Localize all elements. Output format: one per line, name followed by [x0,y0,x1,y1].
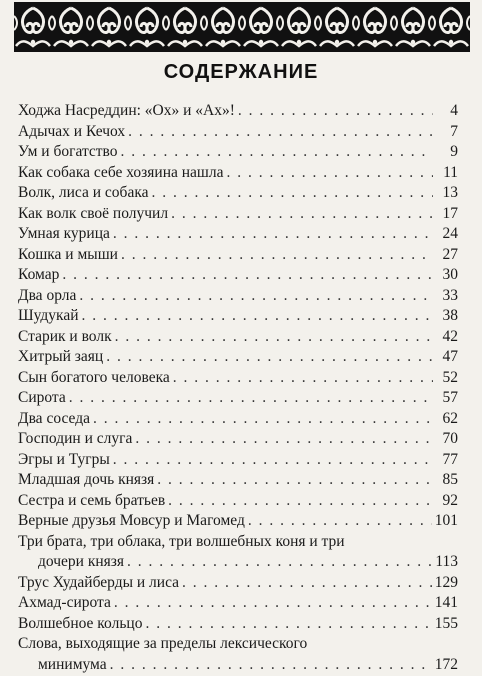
toc-entry-title: Слова, выходящие за пределы лексического [18,635,308,652]
toc-entry [18,510,458,532]
header-ornament [14,2,470,52]
toc-entry [18,449,458,471]
toc-leader-dots [121,141,433,163]
toc-entry-page: 141 [434,594,458,611]
toc-entry-continuation [38,551,458,573]
toc-entry-page: 4 [450,102,458,119]
toc-entry-title: Два орла [18,286,77,304]
toc-leader-dots [168,490,433,512]
toc-entry-title: Два соседа [18,409,90,427]
toc-entry [18,244,458,266]
toc-leader-dots [82,305,433,327]
toc-entry-page: 7 [450,122,458,140]
toc-entry-page: 27 [442,245,458,263]
toc-leader-dots [121,244,433,266]
toc-entry-page: 47 [442,348,458,365]
toc-entry-page: 11 [443,163,458,181]
toc-entry-title: Эгры и Тугры [18,450,110,468]
toc-entry-title: дочери князя [38,553,125,570]
toc-entry [18,326,458,348]
toc-leader-dots [110,654,432,676]
toc-entry-title: Умная курица [18,225,110,242]
toc-entry-title: Сестра и семь братьев [18,491,166,509]
toc-entry [18,162,458,184]
toc-entry [18,121,458,143]
toc-entry-title: Три брата, три облака, три волшебных коня и три [18,532,345,550]
toc-leader-dots [127,551,432,573]
toc-entry [18,182,458,204]
toc-leader-dots [115,326,433,348]
toc-entry [18,572,458,594]
toc-entry-page: 92 [442,491,458,509]
toc-leader-dots [62,264,433,286]
toc-leader-dots [157,469,433,491]
toc-entry [18,387,458,409]
toc-entry [18,100,458,122]
toc-entry [18,408,458,430]
toc-entry-page: 17 [442,204,458,222]
toc-entry-title: Волшебное кольцо [18,614,143,632]
toc-entry-title: Волк, лиса и собака [18,184,149,201]
toc-entry [18,367,458,389]
toc-entry-title: Комар [18,266,60,283]
toc-entry-page: 13 [442,184,458,201]
toc-entry-title: Сын богатого человека [18,368,170,386]
toc-leader-dots [152,182,434,204]
toc-entry [18,203,458,225]
toc-entry-page: 9 [450,143,458,160]
toc-leader-dots [238,100,433,122]
toc-entry-title: Ум и богатство [18,143,118,160]
toc-leader-dots [114,592,432,614]
toc-entry-title: Шудукай [18,307,79,324]
toc-entry-page: 101 [434,512,458,529]
toc-leader-dots [113,449,433,471]
toc-entry-title: Трус Худайберды и лиса [18,573,180,591]
toc-entry [18,305,458,327]
toc-entry-title: Младшая дочь князя [18,471,155,488]
toc-entry-page: 62 [442,409,458,427]
toc-entry-title: Сирота [18,389,66,406]
toc-entry-page: 113 [435,553,458,570]
toc-entry [18,531,458,553]
toc-entry-title: Верные друзья Мовсур и Магомед [18,512,245,529]
toc-entry-title: Ходжа Насреддин: «Ох» и «Ах»! [18,102,235,119]
toc-entry [18,490,458,512]
toc-entry [18,264,458,286]
page-title: СОДЕРЖАНИЕ [163,61,319,83]
toc-leader-dots [69,387,433,409]
toc-entry [18,592,458,614]
toc-entry-title: Ахмад-сирота [18,594,111,611]
toc-leader-dots [93,408,433,430]
toc-entry [18,633,458,655]
toc-entry-page: 30 [442,266,458,283]
toc-entry-continuation [38,654,458,676]
toc-entry-title: Как собака себе хозяина нашла [18,163,224,181]
toc-leader-dots [226,162,433,184]
toc-entry-page: 57 [442,389,458,406]
toc-entry-title: Как волк своё получил [18,204,169,222]
toc-leader-dots [135,428,433,450]
toc-entry [18,223,458,245]
toc-entry-title: Кошка и мыши [18,245,118,263]
toc-entry-title: Старик и волк [18,327,112,345]
toc-leader-dots [106,346,433,368]
toc-entry [18,428,458,450]
toc-leader-dots [145,613,431,635]
toc-leader-dots [248,510,432,532]
toc-leader-dots [171,203,433,225]
toc-entry [18,469,458,491]
toc-entry-page: 70 [442,430,458,447]
toc-entry [18,285,458,307]
toc-entry-title: Адычах и Кечох [18,122,126,140]
toc-entry-page: 129 [434,573,458,591]
ornament-pattern-icon [14,2,470,52]
toc-entry-title: минимума [38,655,107,673]
toc-entry-page: 52 [442,368,458,386]
toc-entry-page: 172 [434,655,458,673]
toc-entry [18,141,458,163]
toc-entry-page: 42 [442,327,458,345]
toc-leader-dots [79,285,433,307]
toc-entry-page: 85 [442,471,458,488]
toc-entry-title: Хитрый заяц [18,348,104,365]
toc-leader-dots [128,121,433,143]
toc-leader-dots [173,367,433,389]
toc-entry-page: 77 [442,450,458,468]
toc-entry-title: Господин и слуга [18,430,133,447]
toc-entry-page: 33 [442,286,458,304]
toc-entry-page: 38 [442,307,458,324]
toc-entry [18,346,458,368]
toc-entry-page: 24 [442,225,458,242]
toc-entry-page: 155 [434,614,458,632]
toc-leader-dots [113,223,433,245]
toc-entry [18,613,458,635]
toc-leader-dots [182,572,432,594]
